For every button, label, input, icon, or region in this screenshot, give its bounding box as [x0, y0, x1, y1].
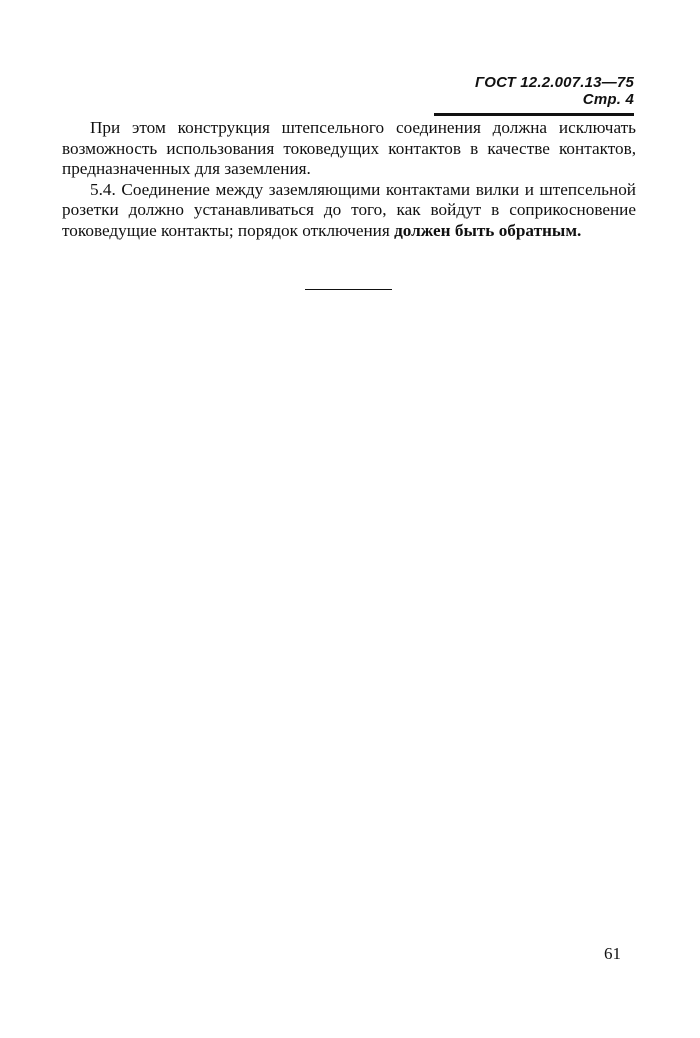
paragraph-2-text: 5.4. Соединение между заземляющими контактами вилки и штепсельной розетки должно устанавливаться до того, как войдут в соприкосновение токоведущие контакты; порядок отключения	[62, 179, 636, 240]
paragraph-2	[62, 180, 636, 242]
section-divider	[305, 289, 392, 290]
paragraph-2-bold-tail: должен быть обратным.	[394, 220, 582, 240]
page-number: 61	[604, 944, 621, 963]
paragraph-1: При этом конструкция штепсельного соединения должна исключать возможность использования токоведущих контактов в качестве контактов, предназначенных для заземления.	[62, 118, 636, 178]
page-header: ГОСТ 12.2.007.13—75 Стр. 4	[434, 74, 634, 116]
document-body	[62, 118, 636, 241]
